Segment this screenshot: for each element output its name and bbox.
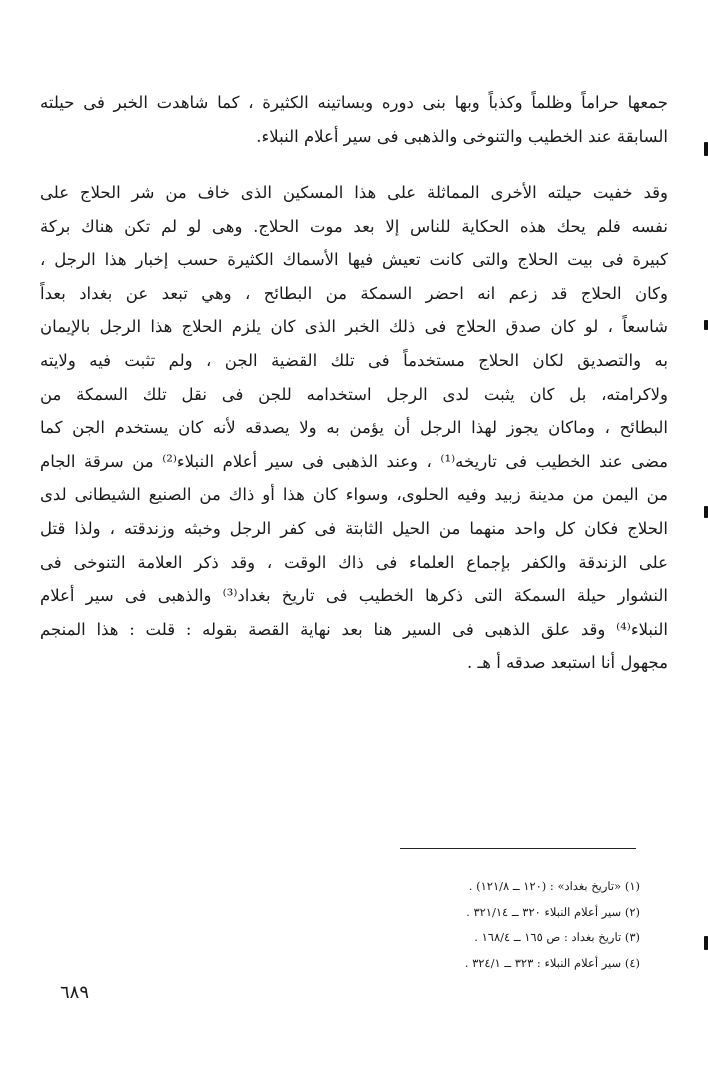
text-line: مجهول أنا استبعد صدقه أ هـ . xyxy=(466,653,668,673)
scan-edge-mark xyxy=(704,320,708,330)
text-line: النشوار حيلة السمكة التى ذكرها الخطيب فى تاريخ بغداد⁽³⁾ والذهبى فى سير أعلام xyxy=(40,586,668,606)
text-line: وقد خفيت حيلته الأخرى المماثلة على هذا المسكين الذى خاف من شر الحلاج على xyxy=(40,183,668,202)
footnote-2: (٢) سير أعلام النبلاء ٣٢٠ ــ ٣٢١/١٤ . xyxy=(466,904,640,919)
paragraph-2 xyxy=(40,176,668,680)
text-line: السابقة عند الخطيب والتنوخى والذهبى فى سير أعلام النبلاء. xyxy=(256,126,668,146)
text-line: به والتصديق لكان الحلاج مستخدماً فى تلك القضية الجن ، ولم تثبت فيه ولايته xyxy=(40,350,668,370)
text-line: مضى عند الخطيب فى تاريخه⁽¹⁾ ، وعند الذهبى فى سير أعلام النبلاء⁽²⁾ من سرقة الجام xyxy=(40,451,668,471)
text-line: من اليمن من مدينة زبيد وفيه الحلوى، وسواء كان هذا أو ذاك من الصنيع الشيطانى لدى xyxy=(40,485,668,505)
page-number: ٦٨٩ xyxy=(60,982,90,1003)
text-line: جمعها حراماً وظلماً وكذباً وبها بنى دوره وبساتينه الكثيرة ، كما شاهدت الخبر فى حيلته xyxy=(40,93,668,112)
footnote-3: (٣) تاريخ بغداد : ص ١٦٥ ــ ١٦٨/٤ . xyxy=(474,930,640,944)
footnote-divider xyxy=(400,848,636,849)
text-line: ولاكرامته، بل كان يثبت لدى الرجل استخدامه للجن فى نقل تلك السمكة من xyxy=(40,384,668,404)
text-line: كبيرة فى بيت الحلاج والتى كانت تعيش فيها الأسماك الكثيرة حسب إخبار هذا الرجل ، xyxy=(40,250,668,270)
footnotes xyxy=(360,874,640,976)
text-line: على الزندقة والكفر بإجماع العلماء فى ذاك الوقت ، وقد ذكر العلامة التنوخى فى xyxy=(40,552,668,572)
text-line: نفسه فلم يحك هذه الحكاية للناس إلا بعد موت الحلاج. وهى لو لم تكن هناك بركة xyxy=(40,216,668,236)
scan-edge-mark xyxy=(704,936,708,950)
scan-edge-mark xyxy=(704,142,708,156)
footnote-4: (٤) سير أعلام النبلاء : ٣٢٣ ــ ٣٢٤/١ . xyxy=(464,955,640,970)
scan-edge-mark xyxy=(704,506,708,518)
text-line: البطائح ، وماكان يجوز لهذا الرجل أن يؤمن به ولا يصدقه لأنه كان يستخدم الجن كما xyxy=(40,418,668,438)
text-line: النبلاء⁽⁴⁾ وقد علق الذهبى فى السير هنا بعد نهاية القصة بقوله : قلت : هذا المنجم xyxy=(40,619,668,639)
text-line: وكان الحلاج قد زعم انه احضر السمكة من البطائح ، وهي تبعد عن بغداد بعداً xyxy=(40,283,668,303)
footnote-1: (١) «تاريخ بغداد» : (١٢٠ ــ ١٢١/٨) . xyxy=(468,879,640,893)
text-line: شاسعاً ، لو كان صدق الحلاج فى ذلك الخبر الذى كان يلزم الحلاج هذا الرجل بالإيمان xyxy=(40,317,668,337)
text-line: الحلاج فكان كل واحد منهما من الحيل الثابتة فى كفر الرجل وخبثه وزندقته ، ولذا قتل xyxy=(40,518,668,538)
paragraph-1 xyxy=(40,86,668,153)
